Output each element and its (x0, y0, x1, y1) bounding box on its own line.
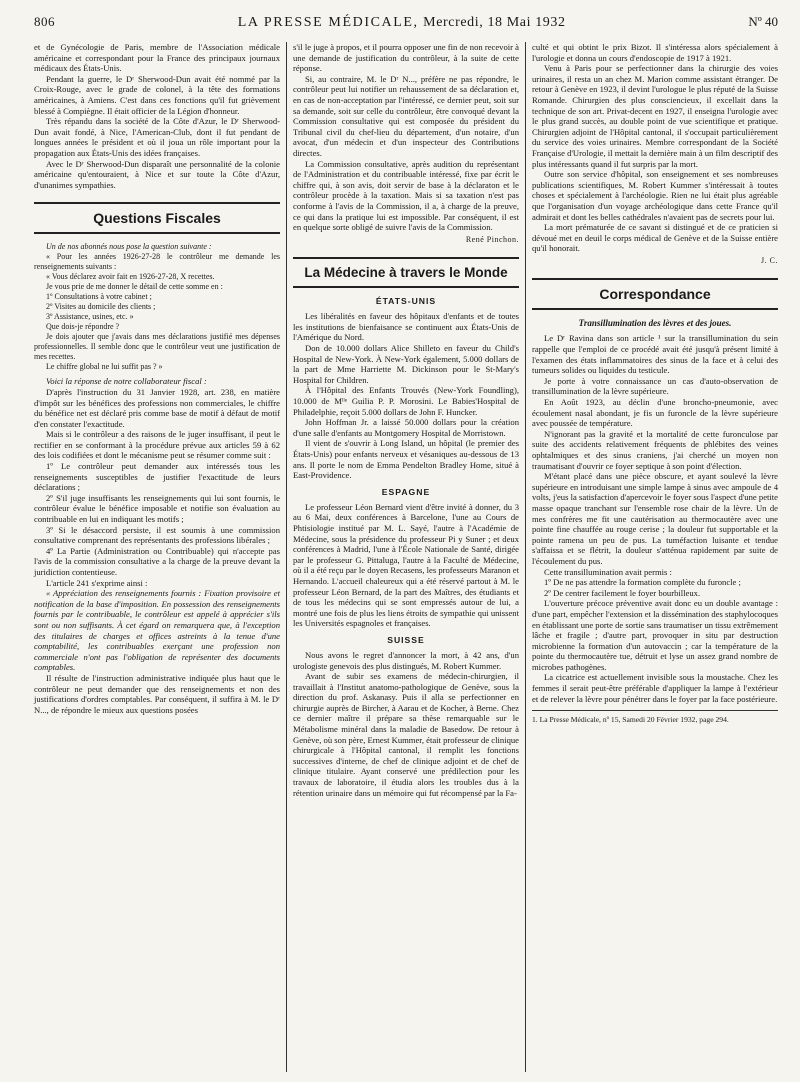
article-subtitle: Transillumination des lèvres et des joues. (578, 318, 732, 329)
column-2 (286, 42, 526, 1072)
paragraph: 3º Si le désaccord persiste, il est soumis à une commission consultative comprenant des représentants des professions libérales ; (34, 524, 280, 546)
section-title: Correspondance (599, 286, 711, 303)
quoted-article: « Appréciation des renseignements fournis : Fixation provisoire et notification de la base d'imposition. En possession des renseignements fournis par le contribuable, le contrôleur est appelé à apprécier s'ils sont ou non suffisants. À cet égard on remarquera que, à l'exception des titulaires de charges et offices astreints à la tenue d'une comptabilité, les contribuables exerçant une profession non commerciale n'ont pas l'obligation de représenter des documents comptables. (34, 588, 280, 673)
paragraph: Avec le Dʳ Sherwood-Dun disparaît une personnalité de la colonie américaine qu'entouraient, à Nice et sur toute la Côte d'Azur, d'unanimes sympathies. (34, 158, 280, 190)
journal-name: LA PRESSE MÉDICALE, (237, 15, 419, 30)
question-line: Je vous prie de me donner le détail de cette somme en : (46, 282, 223, 292)
paragraph: Outre son service d'hôpital, son enseignement et ses nombreuses publications scientifiques, M. Robert Kummer s'intéressait à toutes choses et spécialement à l'archéologie. Rien ne lui était plus agréable que l'organisation d'un voyage archéologique dans cette France qu'il admirait et dont les belles cathédrales n'avaient pas de secrets pour lui. (532, 169, 778, 222)
question-intro: Un de nos abonnés nous pose la question suivante : (46, 242, 212, 252)
paragraph: M'étant placé dans une pièce obscure, et ayant soulevé la lèvre supérieure en introduisant une simple lampe à sinus avec ampoule de 4 volts, j'eus la satisfaction d'apercevoir le foyer sous l'aspect d'une petite masse opaque tranchant sur l'ensemble rose chair de la lèvre. Un de mes confrères me fit une cautérisation au thermocautère avec une pointe fine chauffée au rouge cerise ; la douleur fut supportable et la pointe ramena un peu de pus. La tuméfaction luisante et tendue s'affaissa et se flétrit, la douleur s'atténua rapidement par suite de l'écoulement du pus. (532, 471, 778, 566)
section-title: La Médecine à travers le Monde (304, 265, 508, 281)
paragraph: D'après l'instruction du 31 Janvier 1928, art. 238, en matière d'impôt sur les bénéfices des professions non commerciales, le chiffre du bénéfice net est déclaré pris comme base de motif à défaut de motif d'en constater l'exactitude. (34, 386, 280, 429)
columns (34, 42, 778, 1072)
paragraph: 1º De ne pas attendre la formation complète du furoncle ; (544, 577, 741, 588)
paragraph: Don de 10.000 dollars Alice Shilleto en faveur du Child's Hospital de New-York. À New-York également, 5.000 dollars de la part de Mme Harriette M. Dickinson pour le St-Mary's Hospital for Children. (293, 343, 519, 385)
paragraph: L'article 241 s'exprime ainsi : (46, 577, 148, 588)
paragraph: Les libéralités en faveur des hôpitaux d'enfants et de toutes les institutions de bienfaisance se continuent aux États-Unis de l'Amérique du Nord. (293, 311, 519, 343)
paragraph: En Août 1923, au déclin d'une broncho-pneumonie, avec écoulement nasal abondant, je fis un furoncle de la lèvre supérieure avec poussée de température. (532, 397, 778, 429)
paragraph: Il résulte de l'instruction administrative indiquée plus haut que le contrôleur ne peut demander que des renseignements et non des justifications d'ordres comptables. Par conséquent, il suffira à M. le Dʳ N..., de répondre le mieux aux questions posées (34, 672, 280, 715)
paragraph: Nous avons le regret d'annoncer la mort, à 42 ans, d'un urologiste genevois des plus distingués, M. Robert Kummer. (293, 649, 519, 671)
paragraph: John Hoffman Jr. a laissé 50.000 dollars pour la création d'une salle d'enfants au Montgomery Hospital de Morristown. (293, 417, 519, 438)
question-line: Le chiffre global ne lui suffit pas ? » (46, 362, 163, 372)
author-signature: J. C. (761, 255, 778, 265)
answer-intro: Voici la réponse de notre collaborateur fiscal : (46, 376, 207, 387)
paragraph: La cicatrice est actuellement invisible sous la moustache. Chez les femmes il serait peut-être préférable d'appliquer la lampe à l'extérieur et de relever la lèvre pour pénétrer dans le foyer par la face postérieure. (532, 672, 778, 704)
paragraph: Venu à Paris pour se perfectionner dans la chirurgie des voies urinaires, il resta un an chez M. Marion comme assistant étranger. De retour à Genève en 1923, il devint l'urologue le plus réputé de la Suisse Romande. Chirurgien des plus consciencieux, il excellait dans la technique de son art. Privat-decent en 1927, il enseigna l'urologie avec le plus grand succès, au double point de vue scientifique et pratique. Chirurgien adjoint de l'Hôpital cantonal, il s'occupait particulièrement du service des voies urinaires. Membre correspondant de la Société Française d'Urologie, il mettait la dernière main à un film descriptif des plus intéressants quand il fut surpris par la mort. (532, 63, 778, 169)
question-line: 1º Consultations à votre cabinet ; (46, 292, 152, 302)
paragraph: Le Dʳ Ravina dans son article ¹ sur la transillumination du sein rappelle que l'emploi de ce procédé avait été jusqu'à présent limité à l'examen des états inflammatoires des sinus de la face et à celui des tumeurs solides ou liquides du testicule. (532, 333, 778, 376)
section-header-correspondance (532, 278, 778, 310)
paragraph: Le professeur Léon Bernard vient d'être invité à donner, du 3 au 6 Mai, deux conférences à Barcelone, l'une au Cours de Phtisiologie institué par M. L. Sayé, l'autre à l'Académie de Médecine, sous la présidence du professeur Pi y Suner ; et deux conférences à Madrid, l'une à l'École Nationale de Santé, dirigée par le professeur G. Pittaluga, l'autre à la Faculté de Médecine, où il a été reçu par le doyen Recasens, les professeurs Maranon et Hernando. L'accueil chaleureux qui a été réservé partout à M. le professeur Léon Bernard, de la part des Maîtres, des étudiants et de tous les médecins qui se sont empressés autour de lui, a montré une fois de plus les liens étroits de sympathie qui unissent les Universités espagnoles et françaises. (293, 501, 519, 629)
paragraph: Cette transillumination avait permis : (544, 566, 672, 577)
paragraph: Pendant la guerre, le Dʳ Sherwood-Dun avait été nommé par la Croix-Rouge, avec le grade de colonel, à la tête des formations américaines, à Amiens. C'est dans ces fonctions qu'il fut grièvement blessé à Compiègne. Il était officier de la Légion d'honneur. (34, 73, 280, 116)
country-heading: ÉTATS-UNIS (375, 296, 437, 307)
paragraph: culté et qui obtint le prix Bizot. Il s'intéressa alors spécialement à l'urologie et donna un cours d'endoscopie de 1917 à 1921. (532, 42, 778, 63)
question-line: « Vous déclarez avoir fait en 1926-27-28, X recettes. (46, 272, 215, 282)
paragraph: Il vient de s'ouvrir à Long Island, un hôpital (le premier des États-Unis) pour enfants nerveux et vésaniques au-dessous de 13 ans. Il porte le nom de Emma Pendelton Bradley Home, situé à East-Providence. (293, 438, 519, 481)
author-signature: René Pinchon. (465, 234, 519, 244)
paragraph: La mort prématurée de ce savant si distingué et de ce praticien si dévoué met en deuil le corps médical de Genève et de la Suisse entière qu'il honorait. (532, 222, 778, 254)
paragraph: La Commission consultative, après audition du représentant de l'Administration et du contribuable intéressé, fixe par écrit le chiffre qui, à son avis, doit servir de base à la déclaraton et le contrôleur procède à la taxation. Mais si sa taxation n'est pas conforme à l'avis de la Commission, il a, à charge de la preuve, ce qui dans la pratique lui est impossible. Par conséquent, il est en quelque sorte obligé de suivre l'avis de la Commission. (293, 158, 519, 233)
paragraph: 2º De centrer facilement le foyer bourbilleux. (544, 587, 701, 598)
issue-number: Nº 40 (748, 14, 778, 29)
column-3 (526, 42, 778, 1072)
paragraph: À l'Hôpital des Enfants Trouvés (New-York Foundling), 10.000 de Mˡˡᵉ Guilia P. P. Morosini. Le Babies'Hospital de Philadelphie, reçoit 5.000 dollars de John F. Huncker. (293, 385, 519, 417)
question-line: « Pour les années 1926-27-28 le contrôleur me demande les renseignements suivants : (34, 252, 280, 272)
footnote-divider (532, 710, 778, 711)
country-heading: SUISSE (387, 634, 425, 645)
paragraph: 4º La Partie (Administration ou Contribuable) qui n'accepte pas l'avis de la commission consultative a la charge de la preuve devant la juridiction contentieuse. (34, 545, 280, 577)
section-title: Questions Fiscales (93, 210, 221, 227)
section-header-medecine-monde (293, 257, 519, 288)
country-heading: ESPAGNE (381, 486, 431, 497)
question-line: 2º Visites au domicile des clients ; (46, 302, 156, 312)
section-header-questions-fiscales (34, 202, 280, 234)
paragraph: et de Gynécologie de Paris, membre de l'Association médicale américaine et correspondant pour la France des principaux journaux médicaux des États-Unis. (34, 42, 280, 74)
column-1 (34, 42, 286, 1072)
paragraph: Si, au contraire, M. le Dʳ N..., préfère ne pas répondre, le contrôleur peut lui notifier un rehaussement de sa déclaration et, en cas de non-acceptation par l'intéressé, ce dernier peut, soit sur sa demande, soit sur celle du contrôleur, être convoqué devant la Commission consultative qui est composée du président du Tribunal civil du chef-lieu du département, d'un notaire, d'un avocat, d'un médecin et d'un inspecteur des Contributions directes. (293, 73, 519, 158)
page-number: 806 (34, 14, 55, 29)
question-line: Que dois-je répondre ? (46, 322, 120, 332)
journal-title (238, 15, 566, 31)
paragraph: 1º Le contrôleur peut demander aux intéressés tous les renseignements susceptibles de justifier l'exactitude de leurs déclarations ; (34, 461, 280, 493)
question-line: 3º Assistance, usines, etc. » (46, 312, 134, 322)
paragraph: s'il le juge à propos, et il pourra opposer une fin de non recevoir à une demande de justification du contrôleur, à la suite de cette réponse. (293, 42, 519, 74)
issue-date: Mercredi, 18 Mai 1932 (423, 15, 566, 30)
paragraph: Je porte à votre connaissance un cas d'auto-observation de transillumination de la lèvre supérieure. (532, 375, 778, 397)
paragraph: Mais si le contrôleur a des raisons de le juger insuffisant, il peut le rectifier en se conformant à la procédure prévue aux articles 59 à 62 des lois codifiées et dont le mécanisme peut se résumer comme suit : (34, 429, 280, 461)
question-line: Je dois ajouter que j'avais dans mes déclarations justifié mes dépenses professionnelles. Il semble donc que le contrôleur veut une justification de mes recettes. (34, 332, 280, 362)
paragraph: L'ouverture précoce préventive avait donc eu un double avantage : d'une part, empêcher l'extension et la dissémination des staphylocoques en établissant une porte de sortie sans traumatiser un tissu extrêmement lâche et fragile ; d'autre part, provoquer in situ par destruction microbienne la formation d'un autovaccin ; car la température de la pointe du thermocautère tue, détruit et lyse un assez grand nombre de microbes pathogènes. (532, 598, 778, 672)
footnote: 1. La Presse Médicale, nº 15, Samedi 20 Février 1932, page 294. (532, 715, 729, 725)
paragraph: Très répandu dans la société de la Côte d'Azur, le Dʳ Sherwood-Dun avait fondé, à Nice, l'American-Club, dont il fut pendant de longues années le président et où il joua un rôle important pour la propagation aux États-Unis des idées françaises. (34, 116, 280, 158)
page-header (34, 14, 778, 36)
paragraph: N'ignorant pas la gravité et la mortalité de cette furonculose par suite des accidents relativement fréquents de phlébites des veines ophtalmiques et des sinus craniens, j'ai cherché un moyen non traumatisant d'ouvrir ce foyer septique à son point d'élection. (532, 428, 778, 471)
paragraph: Avant de subir ses examens de médecin-chirurgien, il travaillait à l'Institut anatomo-pathologique de Genève, sous la direction du prof. Askanasy. Puis il alla se perfectionner en chirurgie auprès de Bircher, à Aarau et de Kocher, à Berne. Chez ce dernier maître il prépare sa thèse remarquable sur le Métabolisme minéral dans la maladie de Basedow. De retour à Genève, où son père, Ernest Kummer, était professeur de clinique chirurgicale à l'Hôpital cantonal, il remplit les fonctions successives d'interne, de chef de clinique adjoint et de chef de clinique titulaire. Ayant conservé une prédilection pour les travaux de laboratoire, il étudia alors les troubles dus à la rétention urinaire dans un mémoire qui fut récompensé par la Fa- (293, 671, 519, 798)
paragraph: 2º S'il juge insuffisants les renseignements qui lui sont fournis, le contrôleur évalue le bénéfice imposable et notifie son évaluation au contribuable en lui en indiquant les motifs ; (34, 492, 280, 525)
